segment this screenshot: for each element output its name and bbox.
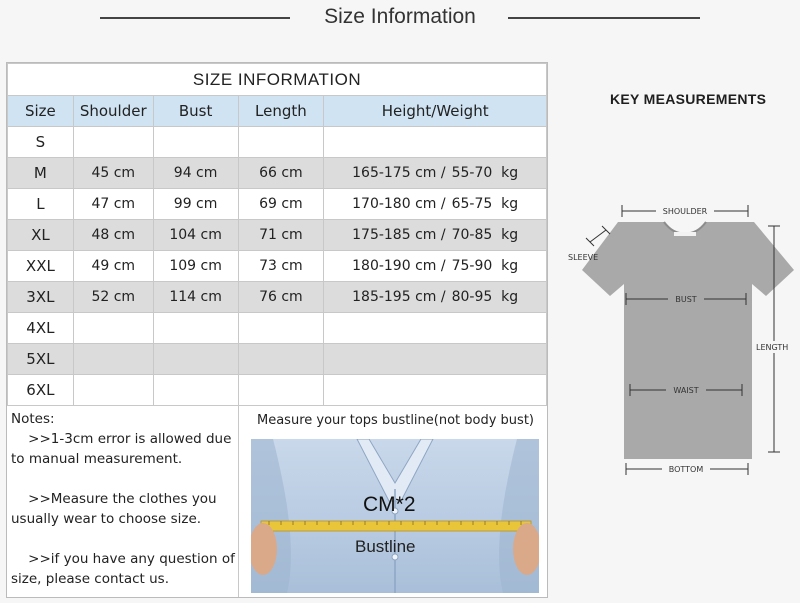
table-row [8, 127, 547, 158]
length-cell: 73 cm [238, 251, 324, 282]
notes-section [7, 401, 239, 597]
bust-cell [153, 344, 238, 375]
shoulder-label: SHOULDER [662, 207, 708, 216]
height-weight-cell [324, 251, 547, 282]
height-value: 175-185 cm / [352, 227, 446, 243]
table-caption: SIZE INFORMATION [8, 64, 547, 96]
height-weight-cell [324, 313, 547, 344]
shoulder-cell [73, 313, 153, 344]
height-value: 165-175 cm / [352, 165, 446, 181]
bust-cell [153, 127, 238, 158]
bust-cell: 104 cm [153, 220, 238, 251]
size-cell: XXL [8, 251, 74, 282]
height-value: 170-180 cm / [352, 196, 446, 212]
length-cell [238, 313, 324, 344]
shoulder-cell: 49 cm [73, 251, 153, 282]
length-label: LENGTH [756, 343, 789, 352]
table-row [8, 313, 547, 344]
tshirt-diagram [560, 62, 796, 482]
size-table [7, 63, 547, 406]
table-row [8, 251, 547, 282]
weight-value: 80-95 kg [451, 289, 519, 305]
table-row [8, 344, 547, 375]
bust-cell [153, 313, 238, 344]
sleeve-label: SLEEVE [568, 253, 599, 262]
bust-cell: 114 cm [153, 282, 238, 313]
length-cell: 71 cm [238, 220, 324, 251]
size-cell: 4XL [8, 313, 74, 344]
height-weight-cell [324, 127, 547, 158]
page-header [0, 0, 800, 40]
note-1-line-1: >>1-3cm error is allowed due [11, 431, 232, 447]
size-cell: S [8, 127, 74, 158]
notes-title: Notes: [11, 411, 55, 427]
weight-value: 65-75 kg [451, 196, 519, 212]
size-cell: XL [8, 220, 74, 251]
length-cell [238, 344, 324, 375]
bustline-label: Bustline [355, 537, 416, 556]
note-2-line-2: usually wear to choose size. [11, 511, 202, 527]
key-measurements-panel [560, 62, 796, 482]
key-measurements-title: KEY MEASUREMENTS [610, 91, 767, 107]
bustline-section [239, 401, 547, 597]
size-cell: 5XL [8, 344, 74, 375]
weight-value: 70-85 kg [451, 227, 519, 243]
bustline-caption: Measure your tops bustline(not body bust) [257, 413, 534, 428]
height-weight-cell [324, 282, 547, 313]
height-weight-cell [324, 189, 547, 220]
bottom-label: BOTTOM [668, 465, 704, 474]
height-weight-cell [324, 344, 547, 375]
height-value: 180-190 cm / [352, 258, 446, 274]
note-3-line-1: >>if you have any question of [11, 551, 235, 567]
length-cell [238, 127, 324, 158]
bustline-photo [251, 439, 539, 593]
size-panel [6, 62, 548, 598]
header-rule-right [508, 17, 700, 19]
table-header-row [8, 96, 547, 127]
height-weight-cell [324, 158, 547, 189]
column-header-length: Length [238, 96, 324, 127]
size-cell: L [8, 189, 74, 220]
shoulder-cell: 52 cm [73, 282, 153, 313]
column-header-shoulder: Shoulder [73, 96, 153, 127]
size-cell: 6XL [8, 375, 74, 406]
column-header-bust: Bust [153, 96, 238, 127]
bust-cell: 94 cm [153, 158, 238, 189]
shoulder-cell: 48 cm [73, 220, 153, 251]
page-title: Size Information [324, 5, 476, 28]
shoulder-cell [73, 127, 153, 158]
table-row [8, 189, 547, 220]
shoulder-cell: 47 cm [73, 189, 153, 220]
column-header-height-weight: Height/Weight [324, 96, 547, 127]
weight-value: 55-70 kg [451, 165, 519, 181]
column-header-size: Size [8, 96, 74, 127]
weight-value: 75-90 kg [451, 258, 519, 274]
cm2-label: CM*2 [363, 493, 416, 516]
table-row [8, 282, 547, 313]
length-cell: 76 cm [238, 282, 324, 313]
size-cell: M [8, 158, 74, 189]
bust-cell: 99 cm [153, 189, 238, 220]
shoulder-cell: 45 cm [73, 158, 153, 189]
note-2-line-1: >>Measure the clothes you [11, 491, 217, 507]
length-cell: 66 cm [238, 158, 324, 189]
table-row [8, 158, 547, 189]
height-weight-cell [324, 220, 547, 251]
size-cell: 3XL [8, 282, 74, 313]
waist-label: WAIST [673, 386, 699, 395]
bust-cell: 109 cm [153, 251, 238, 282]
note-1-line-2: to manual measurement. [11, 451, 183, 467]
note-3-line-2: size, please contact us. [11, 571, 169, 587]
tshirt-shape [582, 222, 794, 459]
shoulder-cell [73, 344, 153, 375]
length-cell: 69 cm [238, 189, 324, 220]
table-row [8, 220, 547, 251]
height-value: 185-195 cm / [352, 289, 446, 305]
bust-label: BUST [675, 295, 697, 304]
